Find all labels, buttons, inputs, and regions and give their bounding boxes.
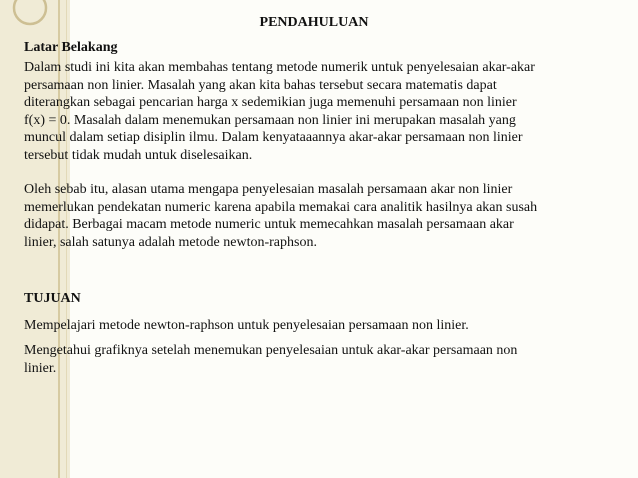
text-line: muncul dalam setiap disiplin ilmu. Dalam kenyataaannya akar-akar persamaan non linier xyxy=(24,130,523,145)
section-heading-latar-belakang: Latar Belakang xyxy=(24,40,118,55)
text-line: linier, salah satunya adalah metode newton-raphson. xyxy=(24,234,317,250)
text-line: Dalam studi ini kita akan membahas tentang metode numerik untuk penyelesaian akar-akar xyxy=(24,60,535,75)
page-title: PENDAHULUAN xyxy=(259,15,369,30)
paragraph-latar-belakang-1 xyxy=(24,59,535,164)
text-line: Mengetahui grafiknya setelah menemukan penyelesaian untuk akar-akar persamaan non xyxy=(24,343,518,358)
paragraph-latar-belakang-2 xyxy=(24,181,537,251)
text-line: tersebut tidak mudah untuk diselesaikan. xyxy=(24,147,253,163)
section-heading-tujuan: TUJUAN xyxy=(24,291,81,306)
text-line: Oleh sebab itu, alasan utama mengapa penyelesaian masalah persamaan akar non linier xyxy=(24,182,513,197)
text-line: didapat. Berbagai macam metode numeric untuk memecahkan masalah persamaan akar xyxy=(24,217,514,232)
text-line: f(x) = 0. Masalah dalam menemukan persamaan non linier ini merupakan masalah yang xyxy=(24,112,516,128)
text-line: linier. xyxy=(24,360,57,376)
text-line: Mempelajari metode newton-raphson untuk penyelesaian persamaan non linier. xyxy=(24,318,469,333)
paragraph-tujuan-1 xyxy=(24,317,469,335)
text-line: diterangkan sebagai pencarian harga x sedemikian juga memenuhi persamaan non linier xyxy=(24,95,517,110)
text-line: persamaan non linier. Masalah yang akan kita bahas tersebut secara matematis dapat xyxy=(24,77,497,93)
text-line: memerlukan pendekatan numeric karena apabila memakai cara analitik hasilnya akan susah xyxy=(24,199,538,215)
paragraph-tujuan-2 xyxy=(24,342,517,377)
